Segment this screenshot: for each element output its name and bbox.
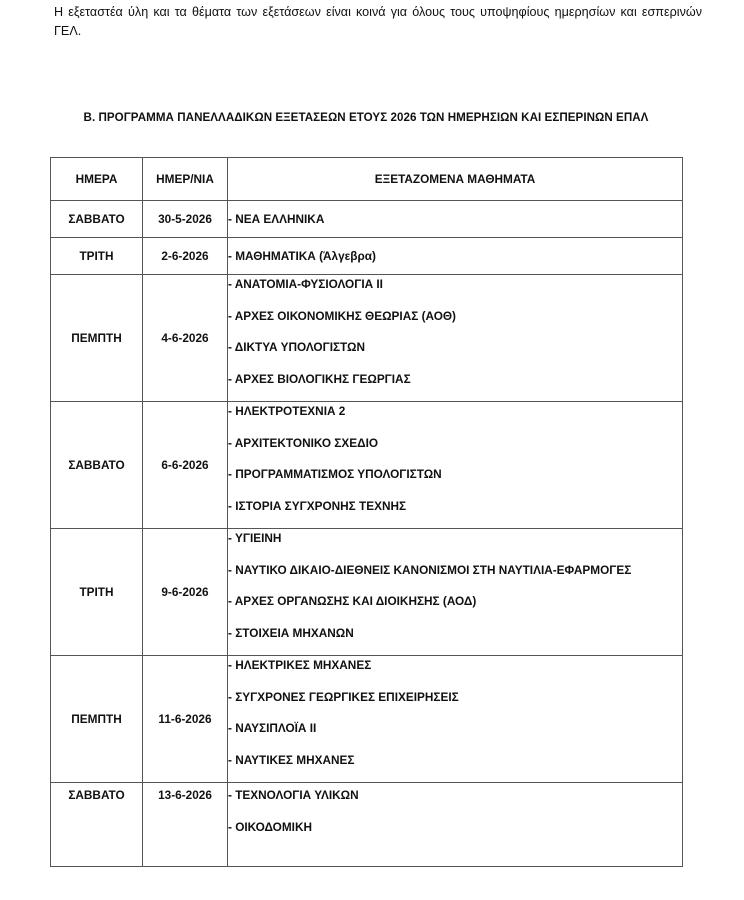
subject-item: - ΝΑΥΤΙΚΟ ΔΙΚΑΙΟ-ΔΙΕΘΝΕΙΣ ΚΑΝΟΝΙΣΜΟΙ ΣΤΗ ΝΑΥΤΙΛΙΑ-ΕΦΑΡΜΟΓΕΣ <box>228 562 632 577</box>
subject-item: - ΑΡΧΕΣ ΒΙΟΛΟΓΙΚΗΣ ΓΕΩΡΓΙΑΣ <box>228 371 411 386</box>
subject-item: - ΑΡΧΕΣ ΟΙΚΟΝΟΜΙΚΗΣ ΘΕΩΡΙΑΣ (ΑΟΘ) <box>228 308 456 323</box>
row-subjects <box>228 402 683 529</box>
table-row <box>51 783 683 867</box>
subject-item: - ΗΛΕΚΤΡΙΚΕΣ ΜΗΧΑΝΕΣ <box>228 658 372 672</box>
intro-paragraph: Η εξεταστέα ύλη και τα θέματα των εξετάσεων είναι κοινά για όλους τους υποψηφίους ημερησίων και εσπερινών ΓΕΛ. <box>54 5 702 38</box>
subject-item: - ΗΛΕΚΤΡΟΤΕΧΝΙΑ 2 <box>228 404 346 418</box>
subject-item: - ΝΑΥΣΙΠΛΟΪΑ ΙΙ <box>228 721 317 735</box>
subject-item: - ΥΓΙΕΙΝΗ <box>228 531 282 545</box>
row-date: 6-6-2026 <box>143 402 228 529</box>
row-subjects <box>228 238 683 275</box>
row-subjects <box>228 201 683 238</box>
row-day: ΠΕΜΠΤΗ <box>51 656 143 783</box>
subject-item: - ΜΑΘΗΜΑΤΙΚΑ (Άλγεβρα) <box>228 249 376 263</box>
header-date: ΗΜΕΡ/ΝΙΑ <box>143 158 228 201</box>
row-date: 13-6-2026 <box>143 783 228 867</box>
row-day: ΣΑΒΒΑΤΟ <box>51 402 143 529</box>
header-subjects: ΕΞΕΤΑΖΟΜΕΝΑ ΜΑΘΗΜΑΤΑ <box>228 158 683 201</box>
table-row <box>51 238 683 275</box>
row-day: ΠΕΜΠΤΗ <box>51 275 143 402</box>
row-subjects <box>228 275 683 402</box>
subject-item: - ΤΕΧΝΟΛΟΓΙΑ ΥΛΙΚΩΝ <box>228 788 359 802</box>
row-date: 2-6-2026 <box>143 238 228 275</box>
table-header-row <box>51 158 683 201</box>
row-date: 30-5-2026 <box>143 201 228 238</box>
subject-item: - ΑΡΧΙΤΕΚΤΟΝΙΚΟ ΣΧΕΔΙΟ <box>228 435 379 450</box>
subject-item: - ΣΥΓΧΡΟΝΕΣ ΓΕΩΡΓΙΚΕΣ ΕΠΙΧΕΙΡΗΣΕΙΣ <box>228 689 459 704</box>
row-day: ΣΑΒΒΑΤΟ <box>51 201 143 238</box>
subject-item: - ΣΤΟΙΧΕΙΑ ΜΗΧΑΝΩΝ <box>228 625 354 640</box>
row-day: ΤΡΙΤΗ <box>51 238 143 275</box>
exam-schedule-table <box>50 157 683 867</box>
table-row <box>51 201 683 238</box>
subject-item: - ΑΝΑΤΟΜΙΑ-ΦΥΣΙΟΛΟΓΙΑ ΙΙ <box>228 277 383 291</box>
subject-item: - ΔΙΚΤΥΑ ΥΠΟΛΟΓΙΣΤΩΝ <box>228 340 366 354</box>
row-day: ΣΑΒΒΑΤΟ <box>51 783 143 867</box>
row-date: 11-6-2026 <box>143 656 228 783</box>
subject-item: - ΟΙΚΟΔΟΜΙΚΗ <box>228 819 312 834</box>
subject-item: - ΠΡΟΓΡΑΜΜΑΤΙΣΜΟΣ ΥΠΟΛΟΓΙΣΤΩΝ <box>228 467 442 481</box>
table-row <box>51 275 683 402</box>
row-subjects <box>228 529 683 656</box>
section-heading: Β. ΠΡΟΓΡΑΜΜΑ ΠΑΝΕΛΛΑΔΙΚΩΝ ΕΞΕΤΑΣΕΩΝ ΕΤΟΥΣ 2026 ΤΩΝ ΗΜΕΡΗΣΙΩΝ ΚΑΙ ΕΣΠΕΡΙΝΩΝ ΕΠΑΛ <box>83 111 649 124</box>
header-day: ΗΜΕΡΑ <box>51 158 143 201</box>
subject-item: - ΙΣΤΟΡΙΑ ΣΥΓΧΡΟΝΗΣ ΤΕΧΝΗΣ <box>228 498 407 513</box>
row-subjects <box>228 783 683 867</box>
row-date: 4-6-2026 <box>143 275 228 402</box>
subject-item: - ΝΕΑ ΕΛΛΗΝΙΚΑ <box>228 212 325 226</box>
table-row <box>51 529 683 656</box>
row-subjects <box>228 656 683 783</box>
subject-item: - ΑΡΧΕΣ ΟΡΓΑΝΩΣΗΣ ΚΑΙ ΔΙΟΙΚΗΣΗΣ (ΑΟΔ) <box>228 594 477 608</box>
subject-item: - ΝΑΥΤΙΚΕΣ ΜΗΧΑΝΕΣ <box>228 752 355 767</box>
table-row <box>51 402 683 529</box>
table-row <box>51 656 683 783</box>
row-date: 9-6-2026 <box>143 529 228 656</box>
row-day: ΤΡΙΤΗ <box>51 529 143 656</box>
